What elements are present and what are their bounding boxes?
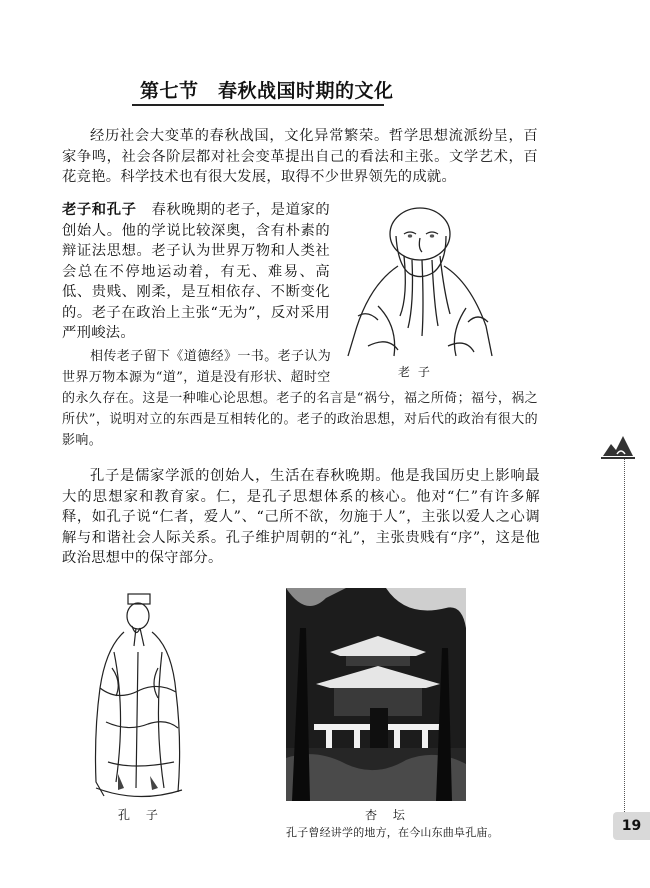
laozi-note-line1: 相传老子留下《道德经》一书。老子认为世界万物本源为“道”，道是没有形状、超时空	[62, 349, 332, 385]
laozi-heading: 老子和孔子	[62, 202, 137, 218]
kongzi-caption: 孔 子	[118, 808, 164, 822]
xingtan-subcaption: 孔子曾经讲学的地方，在今山东曲阜孔庙。	[286, 826, 499, 839]
laozi-portrait	[338, 196, 498, 358]
intro-paragraph: 经历社会大变革的春秋战国，文化异常繁荣。哲学思想流派纷呈，百家争鸣，社会各阶层都对社会变革提出自己的看法和主张。文学艺术，百花竞艳。科学技术也有很大发展，取得不少世界领先的成就。	[62, 128, 538, 185]
xingtan-photo	[286, 588, 466, 801]
margin-rule	[624, 440, 625, 824]
mountain-ornament-icon	[601, 432, 635, 462]
page-number: 19	[613, 812, 650, 840]
laozi-paragraph	[62, 200, 330, 344]
laozi-caption: 老 子	[398, 365, 432, 379]
section-title: 第七节 春秋战国时期的文化	[140, 80, 394, 102]
laozi-text: 春秋晚期的老子，是道家的创始人。他的学说比较深奥，含有朴素的辩证法思想。老子认为世界万物和人类社会总在不停地运动着，有无、难易、高低、贵贱、刚柔，是互相依存、不断变化的。老子在政治上主张“无为”，反对采用严刑峻法。	[62, 202, 330, 341]
kongzi-paragraph: 孔子是儒家学派的创始人，生活在春秋晚期。他是我国历史上影响最大的思想家和教育家。仁，是孔子思想体系的核心。他对“仁”有许多解释，如孔子说“仁者，爱人”、“己所不欲，勿施于人”，主张以爱人之心调解与和谐社会人际关系。孔子维护周朝的“礼”，主张贵贱有“序”，这是他政治思想中的保守部分。	[62, 468, 540, 566]
kongzi-portrait	[78, 592, 196, 802]
xingtan-caption: 杏 坛	[365, 808, 411, 822]
title-underline	[132, 104, 384, 106]
laozi-note-line2: 的永久存在。这是一种唯心论思想。老子的名言是“祸兮，福之所倚；福兮，祸之所伏”，说明对立的东西是互相转化的。老子的政治思想，对后代的政治有很大的影响。	[62, 391, 539, 448]
